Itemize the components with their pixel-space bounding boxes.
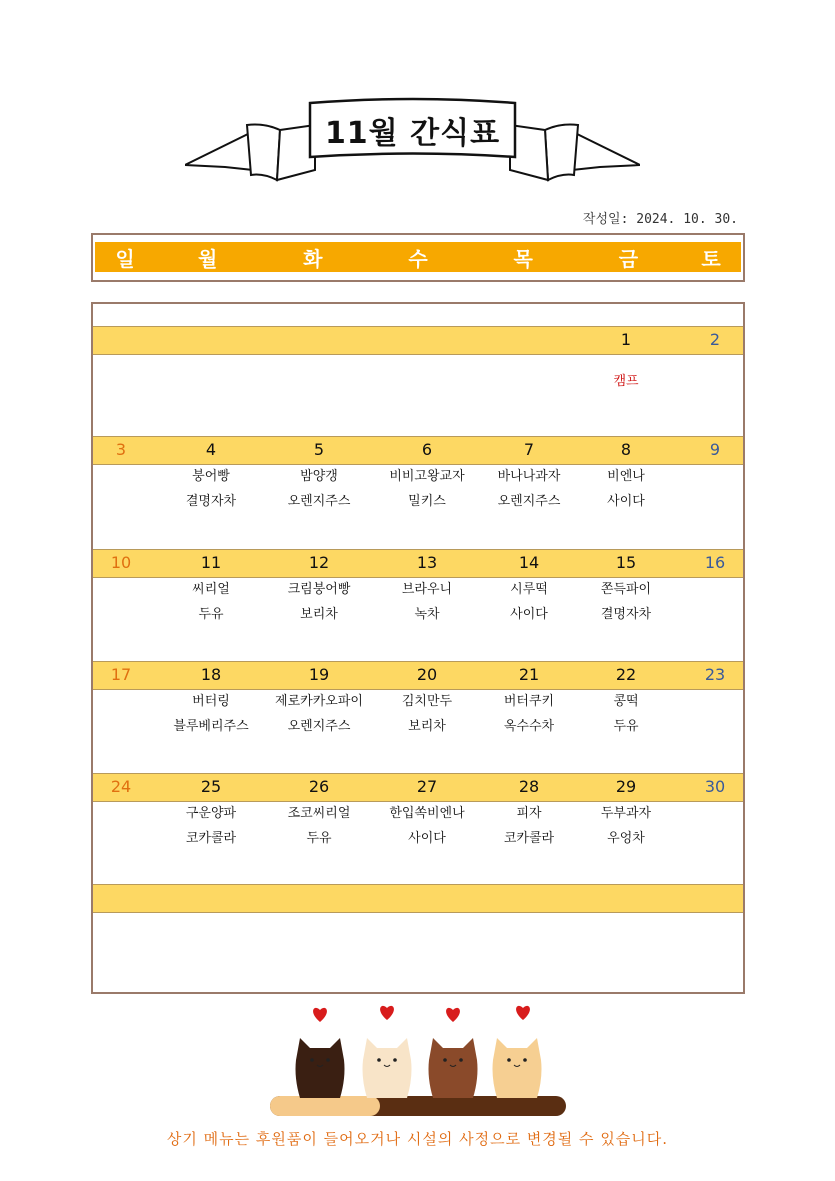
date-number: 10 xyxy=(110,553,132,572)
date-number: 25 xyxy=(200,777,222,796)
date-row xyxy=(93,549,743,578)
date-number: 27 xyxy=(416,777,438,796)
menu-item: 결명자차 xyxy=(185,494,237,509)
written-date: 작성일: 2024. 10. 30. xyxy=(582,212,738,227)
menu-item: 두유 xyxy=(613,719,639,734)
date-number: 7 xyxy=(523,440,535,459)
calendar-week xyxy=(93,549,743,661)
date-number: 20 xyxy=(416,665,438,684)
page-title: 11월 간식표 xyxy=(324,116,501,151)
menu-item: 밤양갱 xyxy=(300,469,338,484)
menu-cell xyxy=(571,801,681,851)
menu-cell xyxy=(264,464,374,514)
footer-note: 상기 메뉴는 후원품이 들어오거나 시설의 사정으로 변경될 수 있습니다. xyxy=(166,1130,669,1148)
heart-icon xyxy=(380,1006,394,1020)
menu-item: 조코씨리얼 xyxy=(287,806,351,821)
menu-item: 밀키스 xyxy=(408,494,446,509)
heart-icon xyxy=(446,1008,460,1022)
weekday-bar xyxy=(95,242,741,272)
date-number: 19 xyxy=(308,665,330,684)
calendar-week xyxy=(93,884,743,990)
menu-item: 옥수수차 xyxy=(503,719,555,734)
menu-cell xyxy=(156,577,266,627)
menu-item: 구운양파 xyxy=(185,806,237,821)
date-number: 13 xyxy=(416,553,438,572)
date-number: 24 xyxy=(110,777,132,796)
cats-with-hearts-icon xyxy=(265,998,570,1123)
cat-icon xyxy=(429,1038,478,1098)
menu-item: 블루베리주스 xyxy=(173,719,249,734)
menu-item: 캠프 xyxy=(613,374,639,389)
date-number: 16 xyxy=(704,553,726,572)
menu-item: 오렌지주스 xyxy=(287,494,351,509)
calendar-week xyxy=(93,436,743,548)
menu-item: 두부과자 xyxy=(600,806,652,821)
menu-item: 보리차 xyxy=(408,719,446,734)
menu-item: 콩떡 xyxy=(613,694,639,709)
menu-item: 오렌지주스 xyxy=(287,719,351,734)
menu-item: 두유 xyxy=(306,831,332,846)
date-number: 15 xyxy=(615,553,637,572)
date-number: 22 xyxy=(615,665,637,684)
menu-item: 사이다 xyxy=(408,831,446,846)
heart-icon xyxy=(313,1008,327,1022)
date-number: 26 xyxy=(308,777,330,796)
date-row xyxy=(93,773,743,802)
date-number: 2 xyxy=(709,330,721,349)
menu-cell xyxy=(156,464,266,514)
heart-icon xyxy=(516,1006,530,1020)
date-row xyxy=(93,661,743,690)
date-number: 5 xyxy=(313,440,325,459)
menu-cell xyxy=(372,577,482,627)
menu-item: 버터쿠키 xyxy=(503,694,555,709)
menu-item: 시루떡 xyxy=(510,582,548,597)
date-number: 11 xyxy=(200,553,222,572)
menu-item: 사이다 xyxy=(607,494,645,509)
menu-cell xyxy=(372,464,482,514)
menu-cell xyxy=(372,801,482,851)
calendar-week xyxy=(93,326,743,436)
menu-item: 브라우니 xyxy=(401,582,453,597)
date-number: 30 xyxy=(704,777,726,796)
menu-item: 오렌지주스 xyxy=(497,494,561,509)
date-row xyxy=(93,884,743,913)
date-number: 21 xyxy=(518,665,540,684)
menu-cell xyxy=(571,464,681,514)
menu-item: 버터링 xyxy=(192,694,230,709)
menu-cell xyxy=(571,369,681,394)
weekday-sat: 토 xyxy=(701,246,721,271)
date-number: 18 xyxy=(200,665,222,684)
calendar-week xyxy=(93,773,743,884)
menu-cell xyxy=(156,801,266,851)
menu-item: 우엉차 xyxy=(607,831,645,846)
menu-item: 비비고왕교자 xyxy=(389,469,465,484)
menu-item: 김치만두 xyxy=(401,694,453,709)
weekday-wed: 수 xyxy=(408,246,428,271)
menu-item: 녹차 xyxy=(414,607,440,622)
menu-cell xyxy=(571,689,681,739)
menu-item: 비엔나 xyxy=(607,469,645,484)
date-number: 14 xyxy=(518,553,540,572)
date-row xyxy=(93,436,743,465)
menu-item: 붕어빵 xyxy=(192,469,230,484)
menu-item: 제로카카오파이 xyxy=(275,694,363,709)
menu-item: 바나나과자 xyxy=(497,469,561,484)
date-number: 29 xyxy=(615,777,637,796)
weekday-header xyxy=(91,233,745,282)
menu-cell xyxy=(474,577,584,627)
weekday-sun: 일 xyxy=(115,246,135,271)
menu-item: 피자 xyxy=(516,806,542,821)
menu-item: 결명자차 xyxy=(600,607,652,622)
date-row xyxy=(93,326,743,355)
menu-cell xyxy=(156,689,266,739)
menu-item: 씨리얼 xyxy=(192,582,230,597)
menu-cell xyxy=(474,801,584,851)
date-number: 4 xyxy=(205,440,217,459)
weekday-thu: 목 xyxy=(513,246,533,271)
menu-item: 보리차 xyxy=(300,607,338,622)
date-number: 23 xyxy=(704,665,726,684)
date-number: 9 xyxy=(709,440,721,459)
menu-item: 사이다 xyxy=(510,607,548,622)
menu-cell xyxy=(474,464,584,514)
weekday-mon: 월 xyxy=(197,246,218,271)
cat-icon xyxy=(296,1038,345,1098)
date-number: 1 xyxy=(620,330,632,349)
menu-item: 쫀득파이 xyxy=(600,582,652,597)
menu-item: 코카콜라 xyxy=(503,831,555,846)
cat-icon xyxy=(493,1038,542,1098)
menu-cell xyxy=(474,689,584,739)
cat-icon xyxy=(363,1038,412,1098)
menu-cell xyxy=(264,689,374,739)
weekday-tue: 화 xyxy=(303,246,323,271)
date-number: 12 xyxy=(308,553,330,572)
weekday-fri: 금 xyxy=(618,246,639,271)
date-number: 17 xyxy=(110,665,132,684)
menu-item: 코카콜라 xyxy=(185,831,237,846)
date-number: 8 xyxy=(620,440,632,459)
menu-cell xyxy=(372,689,482,739)
menu-item: 한입쏙비엔나 xyxy=(389,806,465,821)
menu-cell xyxy=(264,577,374,627)
calendar-grid xyxy=(91,302,745,994)
menu-cell xyxy=(571,577,681,627)
calendar-week xyxy=(93,661,743,773)
date-number: 28 xyxy=(518,777,540,796)
menu-item: 크림붕어빵 xyxy=(287,582,351,597)
date-number: 6 xyxy=(421,440,433,459)
menu-cell xyxy=(264,801,374,851)
date-number: 3 xyxy=(115,440,127,459)
menu-item: 두유 xyxy=(198,607,224,622)
